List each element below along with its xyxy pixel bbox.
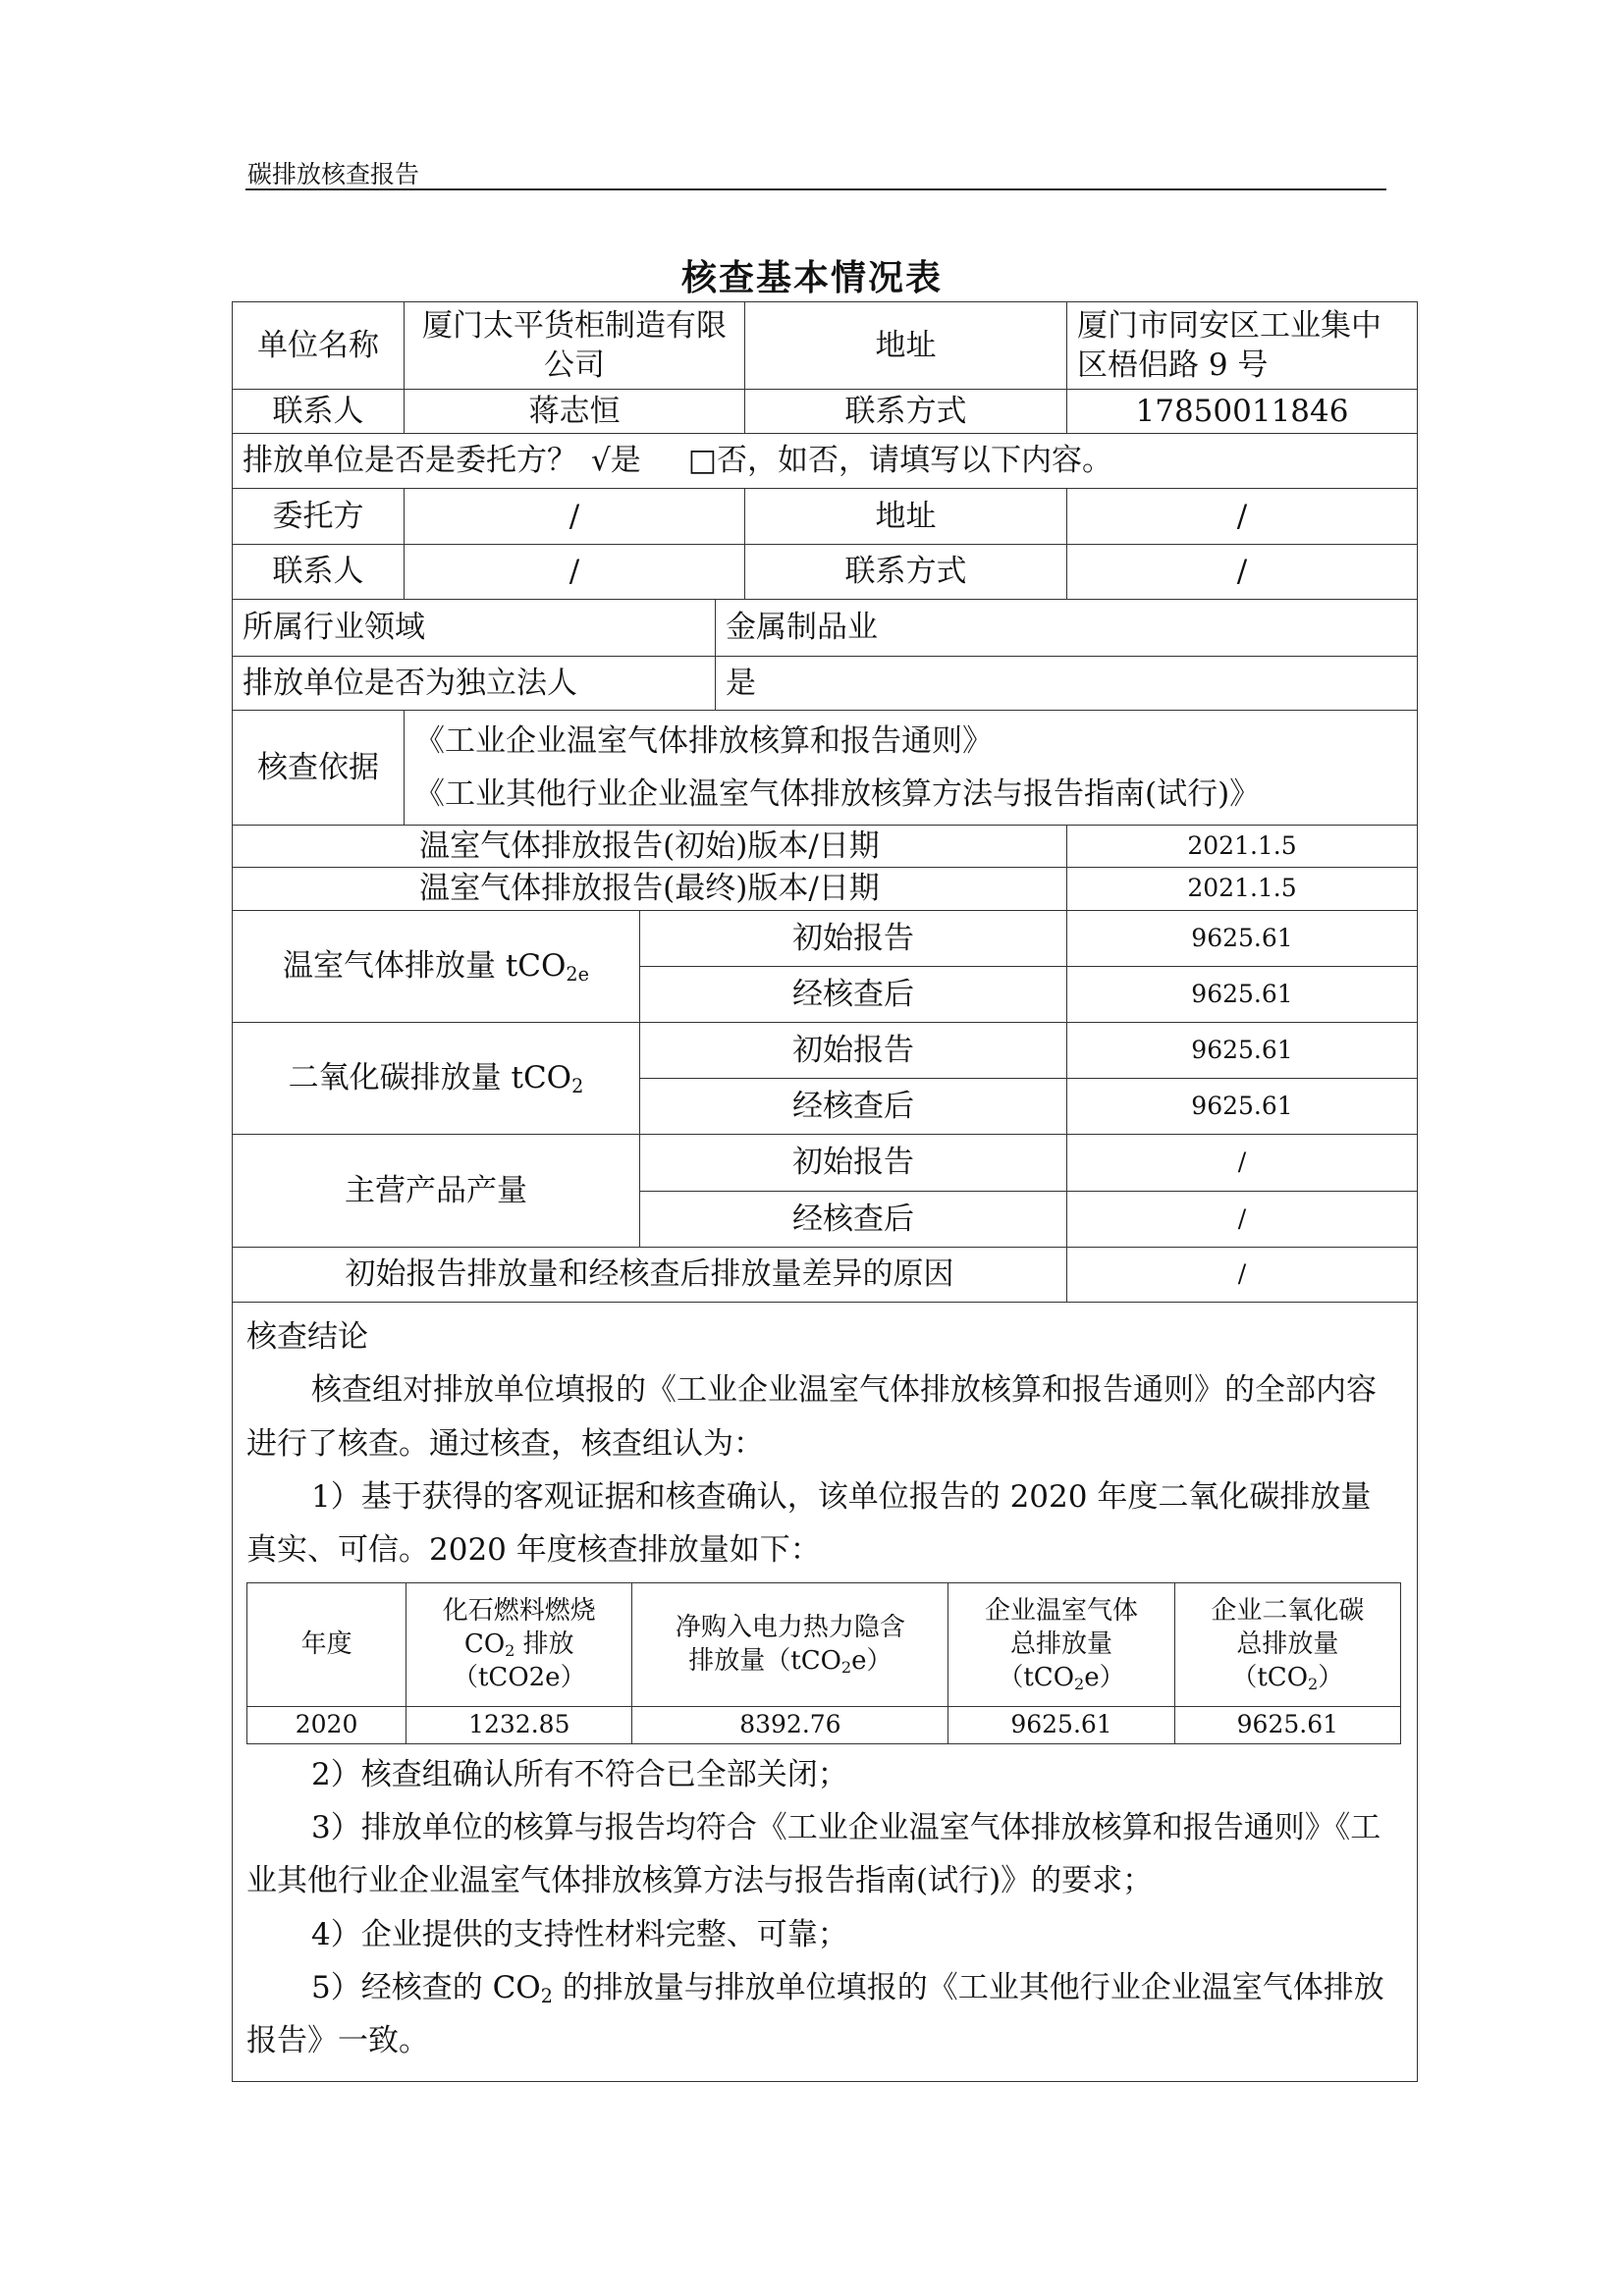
contact-name: 蒋志恒 bbox=[405, 390, 745, 434]
basis-list bbox=[405, 711, 1418, 826]
entrust-yes-option: √是 bbox=[591, 443, 641, 479]
ghg-verified-value: 9625.61 bbox=[1067, 967, 1418, 1023]
co2-initial-label: 初始报告 bbox=[640, 1023, 1067, 1079]
product-initial-value: / bbox=[1067, 1135, 1418, 1192]
ghg-verified-label: 经核查后 bbox=[640, 967, 1067, 1023]
industry-value: 金属制品业 bbox=[716, 600, 1418, 657]
conclusion-intro: 核查组对排放单位填报的《工业企业温室气体排放核算和报告通则》的全部内容进行了核查。通过核查，核查组认为： bbox=[246, 1372, 1377, 1462]
entrust-question: 排放单位是否是委托方？ bbox=[243, 443, 577, 479]
entrust-address-label: 地址 bbox=[745, 489, 1067, 545]
contact-label: 联系人 bbox=[233, 390, 405, 434]
product-output-label: 主营产品产量 bbox=[233, 1135, 640, 1248]
unit-name-label: 单位名称 bbox=[233, 302, 405, 390]
basis-item: 《工业其他行业企业温室气体排放核算方法与报告指南(试行)》 bbox=[414, 776, 1261, 812]
entrusting-party-value: / bbox=[405, 489, 745, 545]
conclusion-item-2: 2）核查组确认所有不符合已全部关闭； bbox=[311, 1756, 848, 1792]
conclusion-item-5: 5）经核查的 $CO_2$ 的排放量与排放单位填报的《工业其他行业企业温室气体排放报告》一致。 bbox=[246, 1969, 1384, 2058]
basis-item: 《工业企业温室气体排放核算和报告通则》 bbox=[414, 722, 993, 759]
cell-total-ghg: 9625.61 bbox=[948, 1707, 1174, 1744]
conclusion-title: 核查结论 bbox=[246, 1319, 368, 1355]
initial-report-version-value: 2021.1.5 bbox=[1067, 826, 1418, 868]
co2-emission-label: 二氧化碳排放量 tCO$_2$ bbox=[233, 1023, 640, 1135]
co2-verified-value: 9625.61 bbox=[1067, 1079, 1418, 1135]
conclusion-section bbox=[233, 1303, 1418, 2082]
entrust-contact-value: / bbox=[405, 545, 745, 600]
entrusting-party-label: 委托方 bbox=[233, 489, 405, 545]
ghg-initial-value: 9625.61 bbox=[1067, 911, 1418, 967]
report-header: 碳排放核查报告 bbox=[247, 160, 420, 188]
product-verified-value: / bbox=[1067, 1192, 1418, 1248]
conclusion-item-4: 4）企业提供的支持性材料完整、可靠； bbox=[311, 1916, 848, 1952]
final-report-version-label: 温室气体排放报告(最终)版本/日期 bbox=[233, 868, 1067, 911]
entrust-contact-label: 联系人 bbox=[233, 545, 405, 600]
phone-number: 17850011846 bbox=[1067, 390, 1418, 434]
entrust-address-value: / bbox=[1067, 489, 1418, 545]
annual-emission-table bbox=[246, 1582, 1401, 1744]
header-purchased-electricity: 净购入电力热力隐含 排放量（tCO$_2$e） bbox=[632, 1583, 948, 1707]
header-total-ghg: 企业温室气体 总排放量 （tCO$_2$e） bbox=[948, 1583, 1174, 1707]
table-header-row bbox=[247, 1583, 1401, 1707]
phone-label: 联系方式 bbox=[745, 390, 1067, 434]
ghg-emission-label: 温室气体排放量 tCO$_{2e}$ bbox=[233, 911, 640, 1023]
entrust-phone-value: / bbox=[1067, 545, 1418, 600]
header-year: 年度 bbox=[247, 1583, 406, 1707]
product-initial-label: 初始报告 bbox=[640, 1135, 1067, 1192]
unit-address: 厦门市同安区工业集中区梧侣路 9 号 bbox=[1067, 302, 1418, 390]
initial-report-version-label: 温室气体排放报告(初始)版本/日期 bbox=[233, 826, 1067, 868]
cell-year: 2020 bbox=[247, 1707, 406, 1744]
legal-person-value: 是 bbox=[716, 657, 1418, 711]
address-label: 地址 bbox=[745, 302, 1067, 390]
table-row bbox=[247, 1707, 1401, 1744]
legal-person-label: 排放单位是否为独立法人 bbox=[233, 657, 716, 711]
cell-total-co2: 9625.61 bbox=[1174, 1707, 1400, 1744]
difference-reason-value: / bbox=[1067, 1248, 1418, 1303]
industry-label: 所属行业领域 bbox=[233, 600, 716, 657]
ghg-initial-label: 初始报告 bbox=[640, 911, 1067, 967]
header-fossil-fuel: 化石燃料燃烧 $CO_2$ 排放 （tCO2e） bbox=[406, 1583, 632, 1707]
cell-purchased-electricity: 8392.76 bbox=[632, 1707, 948, 1744]
co2-verified-label: 经核查后 bbox=[640, 1079, 1067, 1135]
final-report-version-value: 2021.1.5 bbox=[1067, 868, 1418, 911]
unit-name: 厦门太平货柜制造有限公司 bbox=[405, 302, 745, 390]
basis-label: 核查依据 bbox=[233, 711, 405, 826]
page-title: 核查基本情况表 bbox=[680, 257, 943, 298]
conclusion-item-3: 3）排放单位的核算与报告均符合《工业企业温室气体排放核算和报告通则》《工业其他行业企业温室气体排放核算方法与报告指南(试行)》的要求； bbox=[246, 1810, 1381, 1899]
entrust-question-row bbox=[233, 434, 1418, 489]
conclusion-item-1: 1）基于获得的客观证据和核查确认，该单位报告的 2020 年度二氧化碳排放量真实、可信。2020 年度核查排放量如下： bbox=[246, 1478, 1372, 1568]
co2-initial-value: 9625.61 bbox=[1067, 1023, 1418, 1079]
entrust-phone-label: 联系方式 bbox=[745, 545, 1067, 600]
difference-reason-label: 初始报告排放量和经核查后排放量差异的原因 bbox=[233, 1248, 1067, 1303]
header-divider bbox=[245, 188, 1386, 190]
verification-summary-table bbox=[232, 301, 1418, 2082]
entrust-no-option: □否，如否，请填写以下内容。 bbox=[687, 443, 1113, 479]
product-verified-label: 经核查后 bbox=[640, 1192, 1067, 1248]
header-total-co2: 企业二氧化碳 总排放量 （tCO$_2$） bbox=[1174, 1583, 1400, 1707]
cell-fossil-fuel: 1232.85 bbox=[406, 1707, 632, 1744]
